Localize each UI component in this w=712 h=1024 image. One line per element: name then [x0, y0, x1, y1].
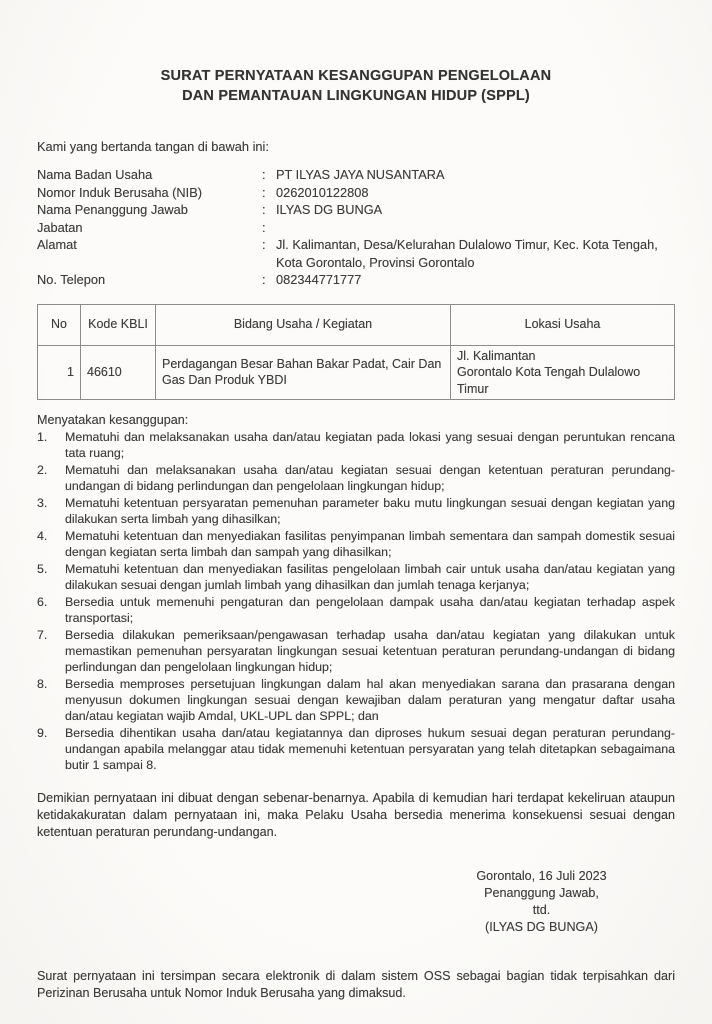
statement-item-3 — [37, 495, 675, 527]
document-title-line1: SURAT PERNYATAAN KESANGGUPAN PENGELOLAAN — [160, 68, 552, 84]
statement-text: Bersedia memproses persetujuan lingkungan dalam hal akan menyediakan sarana dan prasarana dengan menyusun dokumen lingkungan sesuai dengan kewajiban dalam peraturan yang mengatur daftar usaha dan/atau kegiatan wajib Amdal, UKL-UPL dan SPPL; dan — [65, 677, 675, 723]
statement-text: Bersedia untuk memenuhi pengaturan dan pengelolaan dampak usaha dan/atau kegiatan terhadap aspek transportasi; — [65, 595, 675, 625]
table-header-row — [38, 304, 675, 345]
statement-item-4 — [37, 528, 675, 560]
statement-number: 3. — [37, 496, 48, 510]
field-label: No. Telepon — [37, 272, 106, 287]
kbli-business-table — [37, 304, 675, 401]
field-label: Alamat — [37, 237, 77, 252]
statement-text: Mematuhi ketentuan dan menyediakan fasilitas penyimpanan limbah sementara dan sampah domestik sesuai dengan kegiatan serta limbah dan sampah yang dihasilkan; — [65, 529, 675, 559]
field-alamat — [37, 236, 675, 271]
statement-item-7 — [37, 627, 675, 675]
document-title — [37, 66, 675, 106]
statement-item-8 — [37, 676, 675, 724]
statement-item-6 — [37, 594, 675, 626]
statement-text: Bersedia dihentikan usaha dan/atau kegiatannya dan diproses hukum sesuai degan peraturan perundang-undangan apabila melanggar atau tidak memenuhi ketentuan persyaratan yang telah ditetapkan sebagaimana butir 1 sampai 8. — [65, 726, 675, 772]
signature-block — [434, 868, 649, 936]
table-row — [38, 345, 675, 400]
cell-lokasi-usaha — [451, 345, 675, 400]
statement-number: 6. — [37, 595, 48, 609]
document-title-line2: DAN PEMANTAUAN LINGKUNGAN HIDUP (SPPL) — [182, 88, 530, 104]
field-value: 082344771777 — [276, 272, 362, 287]
statement-item-5 — [37, 561, 675, 593]
field-no-telepon — [37, 271, 675, 289]
field-colon: : — [262, 202, 266, 217]
statement-number: 8. — [37, 677, 48, 691]
field-jabatan — [37, 219, 675, 237]
field-colon: : — [262, 184, 266, 200]
field-nib — [37, 184, 675, 202]
field-value: 0262010122808 — [276, 184, 369, 200]
statement-item-1 — [37, 429, 675, 461]
closing-paragraph: Demikian pernyataan ini dibuat dengan sebenar-benarnya. Apabila di kemudian hari terdapat kekeliruan ataupun ketidakakuratan dalam pernyataan ini, maka Pelaku Usaha bersedia menerima konsekuensi sesuai dengan ketentuan peraturan perundang-undangan. — [37, 791, 675, 839]
lokasi-line1: Jl. Kalimantan — [457, 348, 536, 363]
statement-number: 5. — [37, 562, 48, 576]
field-colon: : — [262, 167, 266, 182]
table-header-bidang-usaha: Bidang Usaha / Kegiatan — [156, 304, 451, 345]
field-label: Jabatan — [37, 219, 83, 235]
cell-kode-kbli: 46610 — [81, 345, 156, 400]
field-label: Nama Penanggung Jawab — [37, 202, 188, 217]
statement-number: 4. — [37, 529, 48, 543]
statement-number: 2. — [37, 463, 48, 477]
statement-text: Mematuhi ketentuan dan menyediakan fasilitas pengelolaan limbah cair untuk usaha dan/atau kegiatan yang dilakukan sesuai dengan jumlah limbah yang dihasilkan dan jumlah tenaga kerjanya; — [65, 562, 675, 592]
signature-name: (ILYAS DG BUNGA) — [485, 920, 598, 934]
intro-text: Kami yang bertanda tangan di bawah ini: — [37, 139, 269, 154]
table-header-kode-kbli: Kode KBLI — [81, 304, 156, 345]
statement-number: 9. — [37, 726, 48, 740]
field-value: Jl. Kalimantan, Desa/Kelurahan Dulalowo Timur, Kec. Kota Tengah, Kota Gorontalo, Provinsi Gorontalo — [276, 237, 658, 270]
field-label: Nama Badan Usaha — [37, 167, 153, 182]
field-value — [276, 219, 675, 237]
field-value: ILYAS DG BUNGA — [276, 202, 383, 217]
table-header-lokasi-usaha: Lokasi Usaha — [451, 304, 675, 345]
statement-text: Mematuhi dan melaksanakan usaha dan/atau kegiatan sesuai dengan ketentuan peraturan perundang-undangan di bidang perlindungan dan pengelolaan lingkungan hidup; — [65, 463, 675, 493]
lokasi-line2: Gorontalo Kota Tengah Dulalowo Timur — [457, 365, 641, 396]
statement-item-2 — [37, 462, 675, 494]
field-nama-penanggung-jawab — [37, 201, 675, 219]
identity-fields — [37, 166, 675, 289]
signature-ttd: ttd. — [532, 903, 551, 917]
field-colon: : — [262, 237, 266, 252]
field-nama-badan-usaha — [37, 166, 675, 184]
statement-number: 7. — [37, 628, 48, 642]
field-label: Nomor Induk Berusaha (NIB) — [37, 184, 203, 200]
field-colon: : — [262, 219, 266, 235]
signature-place-date: Gorontalo, 16 Juli 2023 — [476, 869, 607, 883]
signature-role: Penanggung Jawab, — [484, 886, 599, 900]
field-colon: : — [262, 272, 266, 287]
field-value: PT ILYAS JAYA NUSANTARA — [276, 167, 445, 182]
statement-item-9 — [37, 725, 675, 773]
table-header-no: No — [38, 304, 81, 345]
cell-bidang-usaha: Perdagangan Besar Bahan Bakar Padat, Cair Dan Gas Dan Produk YBDI — [156, 345, 451, 400]
statement-text: Bersedia dilakukan pemeriksaan/pengawasan terhadap usaha dan/atau kegiatan yang dilakukan untuk memastikan pemenuhan persyaratan lingkungan sesuai ketentuan peraturan perundang-undangan di bidang perlindungan dan pengelolaan lingkungan hidup; — [65, 628, 675, 674]
statement-list — [37, 429, 675, 773]
statement-number: 1. — [37, 430, 48, 444]
statement-heading: Menyatakan kesanggupan: — [37, 413, 189, 427]
footer-note: Surat pernyataan ini tersimpan secara elektronik di dalam sistem OSS sebagai bagian tidak terpisahkan dari Perizinan Berusaha untuk Nomor Induk Berusaha yang dimaksud. — [37, 969, 675, 1000]
statement-text: Mematuhi dan melaksanakan usaha dan/atau kegiatan pada lokasi yang sesuai dengan peruntukan rencana tata ruang; — [65, 430, 675, 460]
statement-text: Mematuhi ketentuan persyaratan pemenuhan parameter baku mutu lingkungan sesuai dengan kegiatan yang dilakukan serta limbah yang dihasilkan; — [65, 496, 675, 526]
cell-no: 1 — [38, 345, 81, 400]
